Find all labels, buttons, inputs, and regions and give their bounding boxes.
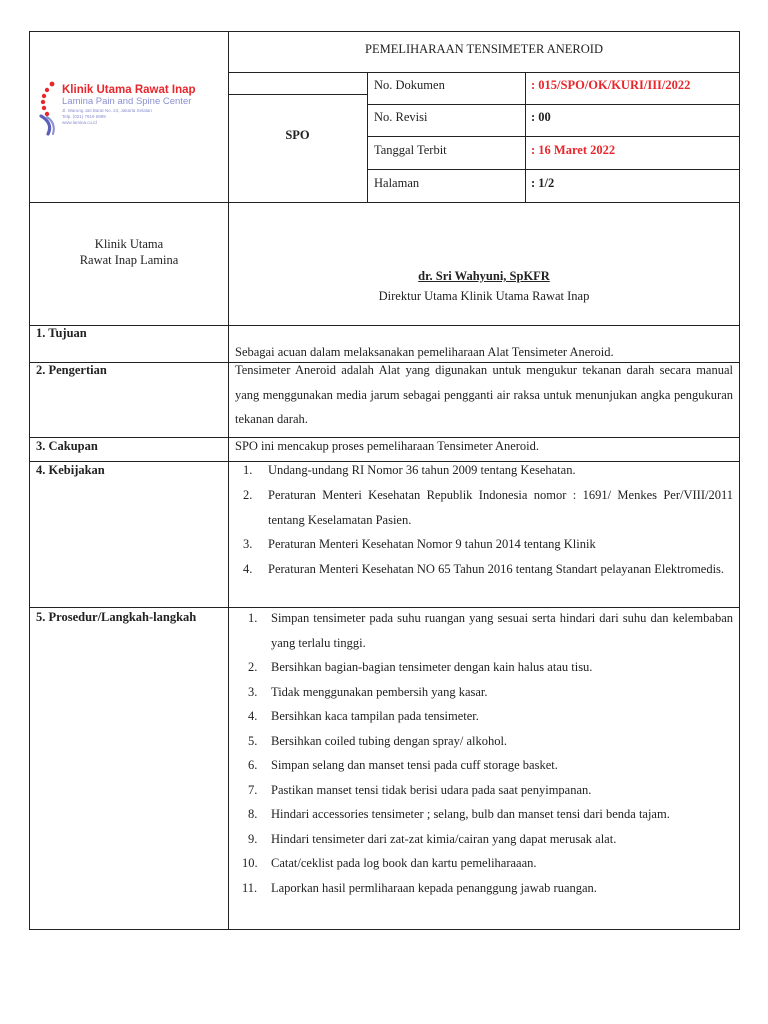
- list-item-number: 2.: [243, 488, 253, 502]
- list-item-text: Undang-undang RI Nomor 36 tahun 2009 tentang Kesehatan.: [268, 463, 576, 477]
- list-item-text: Simpan selang dan manset tensi pada cuff storage basket.: [271, 758, 558, 772]
- list-item-text: Pastikan manset tensi tidak berisi udara pada saat penyimpanan.: [271, 783, 592, 797]
- list-item-number: 1.: [248, 611, 258, 625]
- list-item-text: Peraturan Menteri Kesehatan NO 65 Tahun 2016 tentang Standart pelayanan Elektromedis.: [268, 562, 725, 576]
- no-revisi-value: : 00: [531, 110, 551, 124]
- meta-col-divider-2: [525, 72, 526, 202]
- no-dokumen-label: No. Dokumen: [374, 78, 445, 92]
- title-row-divider: [228, 72, 740, 73]
- list-item-text: Peraturan Menteri Kesehatan Republik Indonesia nomor : 1691/ Menkes Per/VIII/2011 tentang Keselamatan Pasien.: [268, 488, 733, 527]
- list-item-text: Simpan tensimeter pada suhu ruangan yang sesuai serta hindari dari suhu dan kelembaban yang terlalu tinggi.: [271, 611, 733, 650]
- list-item-number: 4.: [248, 709, 258, 723]
- list-item-text: Hindari tensimeter dari zat-zat kimia/cairan yang dapat merusak alat.: [271, 832, 617, 846]
- section-cakupan-label: 3. Cakupan: [36, 439, 98, 453]
- tanggal-terbit-label: Tanggal Terbit: [374, 143, 447, 157]
- document-title: PEMELIHARAAN TENSIMETER ANEROID: [365, 42, 603, 56]
- halaman-value: : 1/2: [531, 176, 555, 190]
- list-item-number: 6.: [248, 758, 258, 772]
- list-item-text: Catat/ceklist pada log book dan kartu pemeliharaaan.: [271, 856, 537, 870]
- logo-subtitle: Lamina Pain and Spine Center: [62, 96, 192, 107]
- list-item-number: 3.: [243, 537, 253, 551]
- list-item-text: Bersihkan bagian-bagian tensimeter dengan kain halus atau tisu.: [271, 660, 593, 674]
- list-item-text: Tidak menggunakan pembersih yang kasar.: [271, 685, 488, 699]
- section-pengertian-label: 2. Pengertian: [36, 363, 107, 377]
- list-item-text: Bersihkan kaca tampilan pada tensimeter.: [271, 709, 479, 723]
- signer-name: dr. Sri Wahyuni, SpKFR: [418, 269, 550, 283]
- spo-document: [29, 31, 740, 930]
- section-divider-2: [30, 437, 740, 438]
- list-item-number: 1.: [243, 463, 253, 477]
- list-item-text: Laporkan hasil permliharaan kepada penanggung jawab ruangan.: [271, 881, 597, 895]
- clinic-name-line2: Rawat Inap Lamina: [79, 253, 179, 267]
- spo-top-divider: [228, 94, 367, 95]
- section-pengertian-text: Tensimeter Aneroid adalah Alat yang digunakan untuk mengukur tekanan darah secara manual yang menggunakan media jarum sebagai pengganti air raksa untuk menunjukan angka pengukuran tekanan darah.: [235, 363, 733, 426]
- tanggal-terbit-value: : 16 Maret 2022: [531, 143, 616, 157]
- list-item-text: Hindari accessories tensimeter ; selang, bulb dan manset tensi dari benda tajam.: [271, 807, 670, 821]
- clinic-name-line1: Klinik Utama: [94, 237, 164, 251]
- list-item-number: 4.: [243, 562, 253, 576]
- logo-address-1: Jl. Warung Jati Barat No. 24, Jakarta Selatan: [62, 108, 152, 113]
- clinic-logo: [38, 80, 228, 140]
- no-dokumen-value: : 015/SPO/OK/KURI/III/2022: [531, 78, 691, 92]
- section-tujuan-label: 1. Tujuan: [36, 326, 87, 340]
- header-bottom-divider: [30, 202, 740, 203]
- logo-title: Klinik Utama Rawat Inap: [62, 84, 196, 96]
- logo-address-3: www.lamina.co.id: [62, 120, 97, 125]
- left-column-divider: [228, 32, 229, 930]
- meta-col-divider-1: [367, 72, 368, 202]
- halaman-label: Halaman: [374, 176, 420, 190]
- list-item-text: Bersihkan coiled tubing dengan spray/ alkohol.: [271, 734, 508, 748]
- spine-logo-icon: [38, 80, 58, 136]
- list-item-number: 3.: [248, 685, 258, 699]
- list-item-number: 9.: [248, 832, 258, 846]
- list-item-text: Peraturan Menteri Kesehatan Nomor 9 tahun 2014 tentang Klinik: [268, 537, 596, 551]
- section-cakupan-text: SPO ini mencakup proses pemeliharaan Tensimeter Aneroid.: [235, 439, 540, 453]
- approval-bottom-divider: [30, 325, 740, 326]
- signer-title: Direktur Utama Klinik Utama Rawat Inap: [378, 289, 590, 303]
- list-item-number: 10.: [242, 856, 258, 870]
- section-kebijakan-label: 4. Kebijakan: [36, 463, 105, 477]
- list-item-number: 8.: [248, 807, 258, 821]
- list-item-number: 11.: [242, 881, 258, 895]
- list-item-number: 5.: [248, 734, 258, 748]
- section-prosedur-label: 5. Prosedur/Langkah-langkah: [36, 610, 197, 624]
- meta-row-divider-3: [367, 169, 740, 170]
- spo-label: SPO: [285, 128, 310, 142]
- meta-row-divider-1: [367, 104, 740, 105]
- section-tujuan-text: Sebagai acuan dalam melaksanakan pemeliharaan Alat Tensimeter Aneroid.: [235, 345, 614, 359]
- list-item-number: 2.: [248, 660, 258, 674]
- meta-row-divider-2: [367, 136, 740, 137]
- list-item-number: 7.: [248, 783, 258, 797]
- logo-address-2: Telp. (021) 7919 6999: [62, 114, 106, 119]
- no-revisi-label: No. Revisi: [374, 110, 428, 124]
